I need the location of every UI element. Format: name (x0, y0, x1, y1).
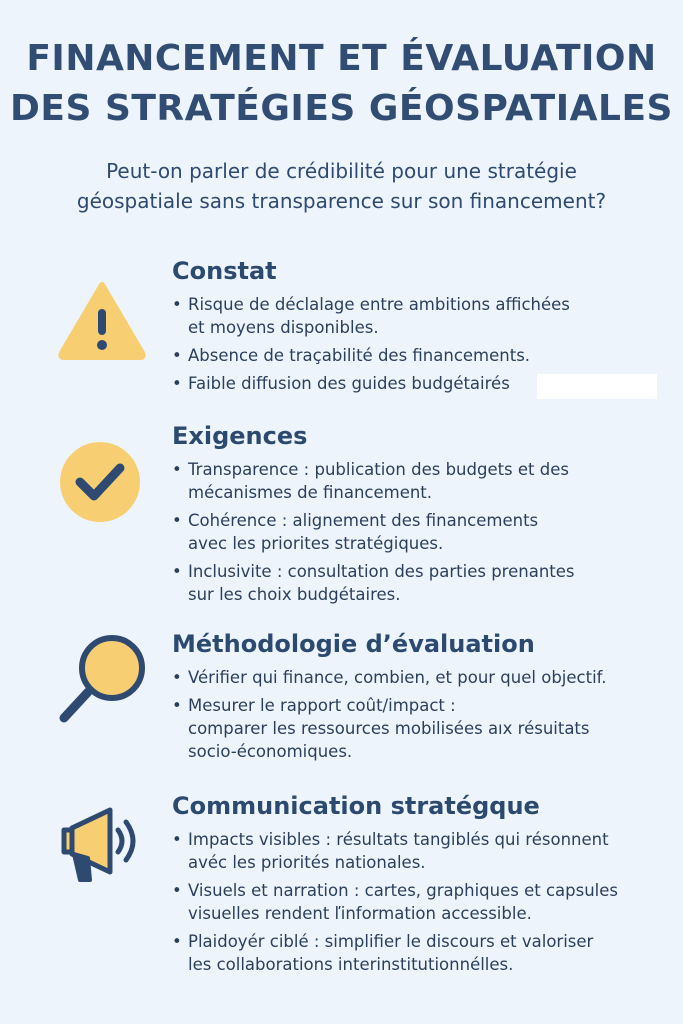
list-item (172, 293, 652, 339)
page-subtitle (0, 156, 683, 216)
list-item-line: • Mesurer le rapport coût/impact : (188, 696, 456, 715)
megaphone-icon (54, 804, 150, 900)
magnifier-icon (54, 632, 150, 728)
page-title-line-1: FINANCEMENT ET ÉVALUATION (26, 38, 657, 79)
list-item-line: • Inclusivite : consultation des parties prenantes (188, 562, 575, 581)
list-item-line: sur les choix budgétaires. (188, 585, 401, 604)
page-title-line-2: DES STRATÉGIES GÉOSPATIALES (10, 88, 673, 129)
blank-patch (537, 374, 657, 399)
list-item-line: • Transparence : publication des budgets et des (188, 460, 569, 479)
list-item (172, 694, 652, 763)
list-item-line: mécanismes de financement. (188, 483, 433, 502)
list-item (172, 828, 652, 874)
page-title (0, 34, 683, 134)
list-item (172, 879, 652, 925)
list-item (172, 344, 652, 367)
list-item (172, 458, 652, 504)
checkmark-icon (54, 430, 150, 526)
list-item-line: • Faible diffusion des guides budgétairés (188, 374, 510, 393)
page-subtitle-line-1: Peut-on parler de crédibilité pour une stratégie (106, 159, 577, 183)
list-item-line: socio-économiques. (188, 742, 353, 761)
list-item-line: les collaborations interinstitutionnélles. (188, 955, 514, 974)
list-item-line: • Risque de déclalage entre ambitions affichées (188, 295, 570, 314)
list-item-line: • Impacts visibles : résultats tangiblés qui résonnent (188, 830, 609, 849)
list-item-line: visuelles rendent ľinformation accessible. (188, 904, 532, 923)
warning-icon (54, 273, 150, 369)
list-item (172, 560, 652, 606)
list-item (172, 930, 652, 976)
list-item-line: et moyens disponibles. (188, 318, 379, 337)
section-title-communication: Communication stratégque (172, 792, 540, 820)
bullet-list-exigences (172, 458, 652, 611)
list-item-line: • Vérifier qui finance, combien, et pour quel objectif. (188, 668, 607, 687)
list-item-line: avec les priorites stratégiques. (188, 534, 444, 553)
section-title-constat: Constat (172, 257, 277, 285)
list-item-line: • Cohérence : alignement des financements (188, 511, 539, 530)
list-item (172, 666, 652, 689)
list-item (172, 509, 652, 555)
list-item-line: • Plaidoyér ciblé : simplifier le discours et valoriser (188, 932, 594, 951)
bullet-list-communication (172, 828, 652, 981)
page-subtitle-line-2: géospatiale sans transparence sur son financement? (76, 189, 607, 213)
list-item-line: avéc les priorités nationales. (188, 853, 426, 872)
section-title-methodologie: Méthodologie d’évaluation (172, 630, 535, 658)
section-title-exigences: Exigences (172, 422, 308, 450)
list-item-line: • Absence de traçabilité des financements. (188, 346, 531, 365)
list-item-line: comparer les ressources mobilisées aıx résuitats (188, 719, 590, 738)
bullet-list-methodologie (172, 666, 652, 768)
list-item-line: • Visuels et narration : cartes, graphiques et capsules (188, 881, 619, 900)
